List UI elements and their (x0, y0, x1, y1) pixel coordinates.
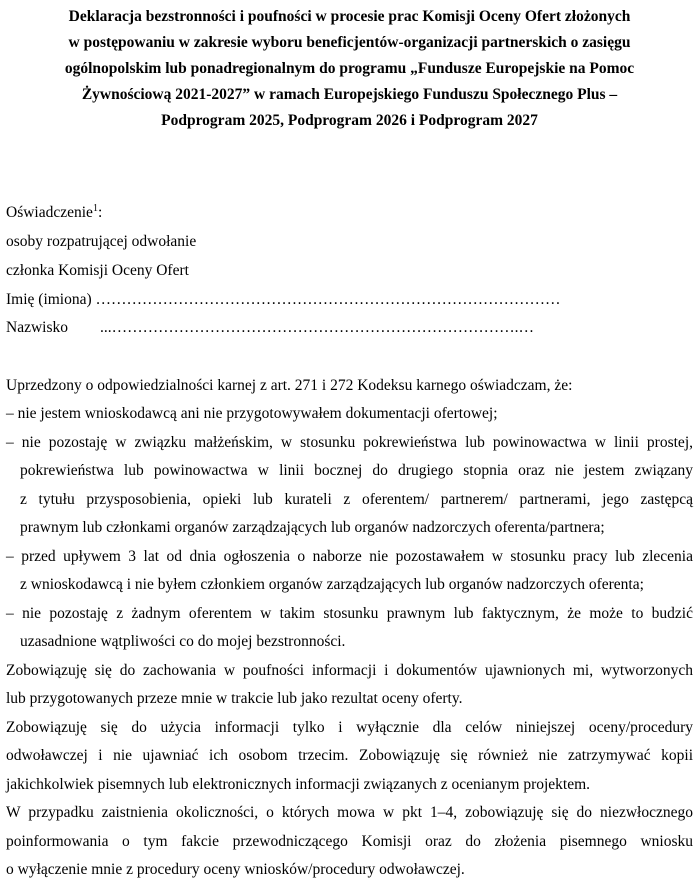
name-field[interactable] (6, 290, 561, 310)
intro-text: Uprzedzony o odpowiedzialności karnej z art. 271 i 272 Kodeksu karnego oświadczam, że: (6, 377, 573, 394)
paragraph-notify-line: poinformowania o tym fakcie przewodniczącego Komisji oraz do złożenia pisemnego wniosku (6, 833, 693, 850)
declaration-heading: Oświadczenie$^1$: (6, 202, 103, 221)
title-line: Żywnościową 2021-2027” w ramach Europejskiego Funduszu Społecznego Plus – (81, 86, 618, 103)
paragraph-confidentiality-line: Zobowiązuję się do zachowania w poufności informacji i dokumentów ujawnionych mi, wytworzonych (6, 662, 693, 679)
title-line: Deklaracja bezstronności i poufności w procesie prac Komisji Oceny Ofert złożonych (68, 8, 631, 25)
paragraph-notify-line: o wyłączenie mnie z procedury oceny wniosków/procedury odwoławczej. (6, 861, 465, 878)
option-commission-member[interactable]: członka Komisji Oceny Ofert (6, 262, 189, 279)
document-title (6, 4, 693, 134)
option-reviewer[interactable]: osoby rozpatrującej odwołanie (6, 233, 197, 250)
bullet-2-line: prawnym lub członkami organów zarządzających lub organów nadzorczych oferenta/partnera; (20, 519, 605, 536)
paragraph-use-line: Zobowiązuję się do użycia informacji tylko i wyłącznie dla celów niniejszej oceny/procedury (6, 719, 693, 736)
paragraph-notify-line: W przypadku zaistnienia okoliczności, o których mowa w pkt 1–4, zobowiązuję się do niezwłocznego (6, 804, 693, 821)
title-line: ogólnopolskim lub ponadregionalnym do programu „Fundusze Europejskie na Pomoc (64, 60, 635, 77)
paragraph-use-line: jakichkolwiek pisemnych lub elektronicznych informacji związanych z ocenianym projektem. (6, 776, 591, 793)
surname-label: Nazwisko (6, 319, 68, 336)
bullet-1: – nie jestem wnioskodawcą ani nie przygotowywałem dokumentacji ofertowej; (6, 405, 498, 422)
bullet-3-line: z wnioskodawcą i nie byłem członkiem organów zarządzających lub organów nadzorczych oferenta; (20, 576, 644, 593)
paragraph-use-line: odwoławczej i nie ujawniać ich osobom trzecim. Zobowiązuję się również nie zatrzymywać kopii (6, 747, 693, 764)
surname-field[interactable] (6, 318, 534, 338)
bullet-4-line: – nie pozostaję z żadnym oferentem w takim stosunku prawnym lub faktycznym, że może to budzić (6, 605, 693, 622)
title-line: w postępowaniu w zakresie wyboru beneficjentów-organizacji partnerskich o zasięgu (68, 34, 631, 51)
bullet-2-line: z tytułu przysposobienia, opieki lub kurateli z oferentem/ partnerem/ partnerami, jego zastępcą (20, 491, 693, 508)
bullet-2-line: – nie pozostaję w związku małżeńskim, w stosunku pokrewieństwa lub powinowactwa w linii prostej, (6, 434, 693, 451)
bullet-4-line: uzasadnione wątpliwości co do mojej bezstronności. (20, 633, 346, 650)
paragraph-confidentiality-line: lub przygotowanych przeze mnie w trakcie lub jako rezultat oceny oferty. (6, 690, 463, 707)
footnote-marker: 1 (92, 202, 98, 214)
bullet-2-line: pokrewieństwa lub powinowactwa w linii bocznej do drugiego stopnia oraz nie jestem związany (20, 462, 693, 479)
bullet-3-line: – przed upływem 3 lat od dnia ogłoszenia o naborze nie pozostawałem w stosunku pracy lub zlecenia (6, 548, 693, 565)
name-label: Imię (imiona) (6, 291, 96, 308)
title-line: Podprogram 2025, Podprogram 2026 i Podprogram 2027 (161, 112, 538, 129)
name-blank[interactable]: ……………………………………………………………………………… (95, 291, 561, 308)
surname-blank[interactable]: ...…………………………………………………………………….… (100, 319, 534, 336)
